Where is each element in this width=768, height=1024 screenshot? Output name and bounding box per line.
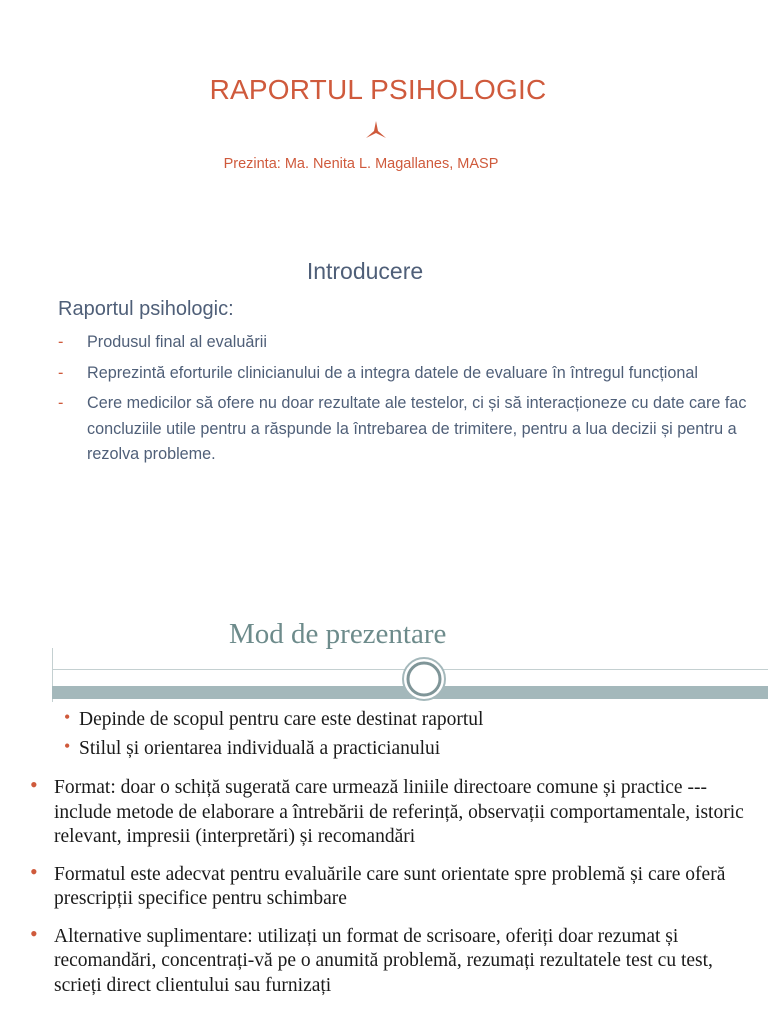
mod-main-item-text: Formatul este adecvat pentru evaluările care sunt orientate spre problemă și care oferă prescripții specifice pentru schimbare — [54, 863, 726, 909]
mod-sub-list — [64, 708, 764, 766]
bullet-marker: • — [30, 772, 38, 797]
dash-marker: - — [58, 394, 64, 412]
dash-marker: - — [58, 333, 64, 351]
mod-main-item — [30, 858, 760, 912]
dash-marker: - — [58, 363, 64, 382]
mod-main-list — [30, 772, 760, 1011]
mod-main-item-text: Alternative suplimentare: utilizați un format de scrisoare, oferiți doar rezumat și recomandări, concentrați-vă pe o anumită problemă, rezumați rezultatele test cu test, scrieți direct clientului sau furnizați — [54, 925, 713, 996]
mod-sub-item — [64, 708, 764, 731]
intro-list-item — [58, 361, 758, 387]
bullet-marker: • — [30, 920, 38, 946]
slide-title: RAPORTUL PSIHOLOGIC — [209, 74, 547, 105]
bullet-marker: • — [64, 736, 71, 756]
intro-list-item — [58, 391, 758, 468]
triangle-ornament-icon — [365, 120, 387, 140]
bullet-marker: • — [30, 858, 38, 884]
intro-heading: Introducere — [306, 258, 424, 284]
mod-sub-item-text: Stilul și orientarea individuală a practicianului — [79, 738, 441, 759]
mod-sub-item-text: Depinde de scopul pentru care este destinat raportul — [79, 709, 484, 730]
mod-sub-item — [64, 737, 764, 760]
ring-icon — [401, 656, 447, 702]
intro-item-text: Cere medicilor să ofere nu doar rezultate ale testelor, ci și să interacționeze cu date care fac concluziile utile pentru a răspunde la întrebarea de trimitere, pentru a lua decizii și pentru a rezolva probleme. — [87, 394, 747, 463]
intro-list-item — [58, 330, 758, 356]
intro-item-text: Reprezintă eforturile clinicianului de a integra datele de evaluare în întregul funcțional — [87, 363, 699, 382]
intro-item-text: Produsul final al evaluării — [87, 333, 267, 351]
intro-list — [58, 330, 758, 473]
intro-subheading: Raportul psihologic: — [58, 298, 234, 320]
presenter-subtitle: Prezinta: Ma. Nenita L. Magallanes, MASP — [223, 156, 499, 172]
mod-main-item — [30, 920, 760, 999]
mod-main-item — [30, 772, 760, 850]
bullet-marker: • — [64, 707, 71, 727]
mod-main-item-text: Format: doar o schiță sugerată care urmează liniile directoare comune și practice --- include metode de elaborare a întrebării de referință, observații comportamentale, istoric relevant, impresii (interpretări) și recomandări — [54, 777, 744, 847]
mod-heading: Mod de prezentare — [229, 618, 447, 650]
